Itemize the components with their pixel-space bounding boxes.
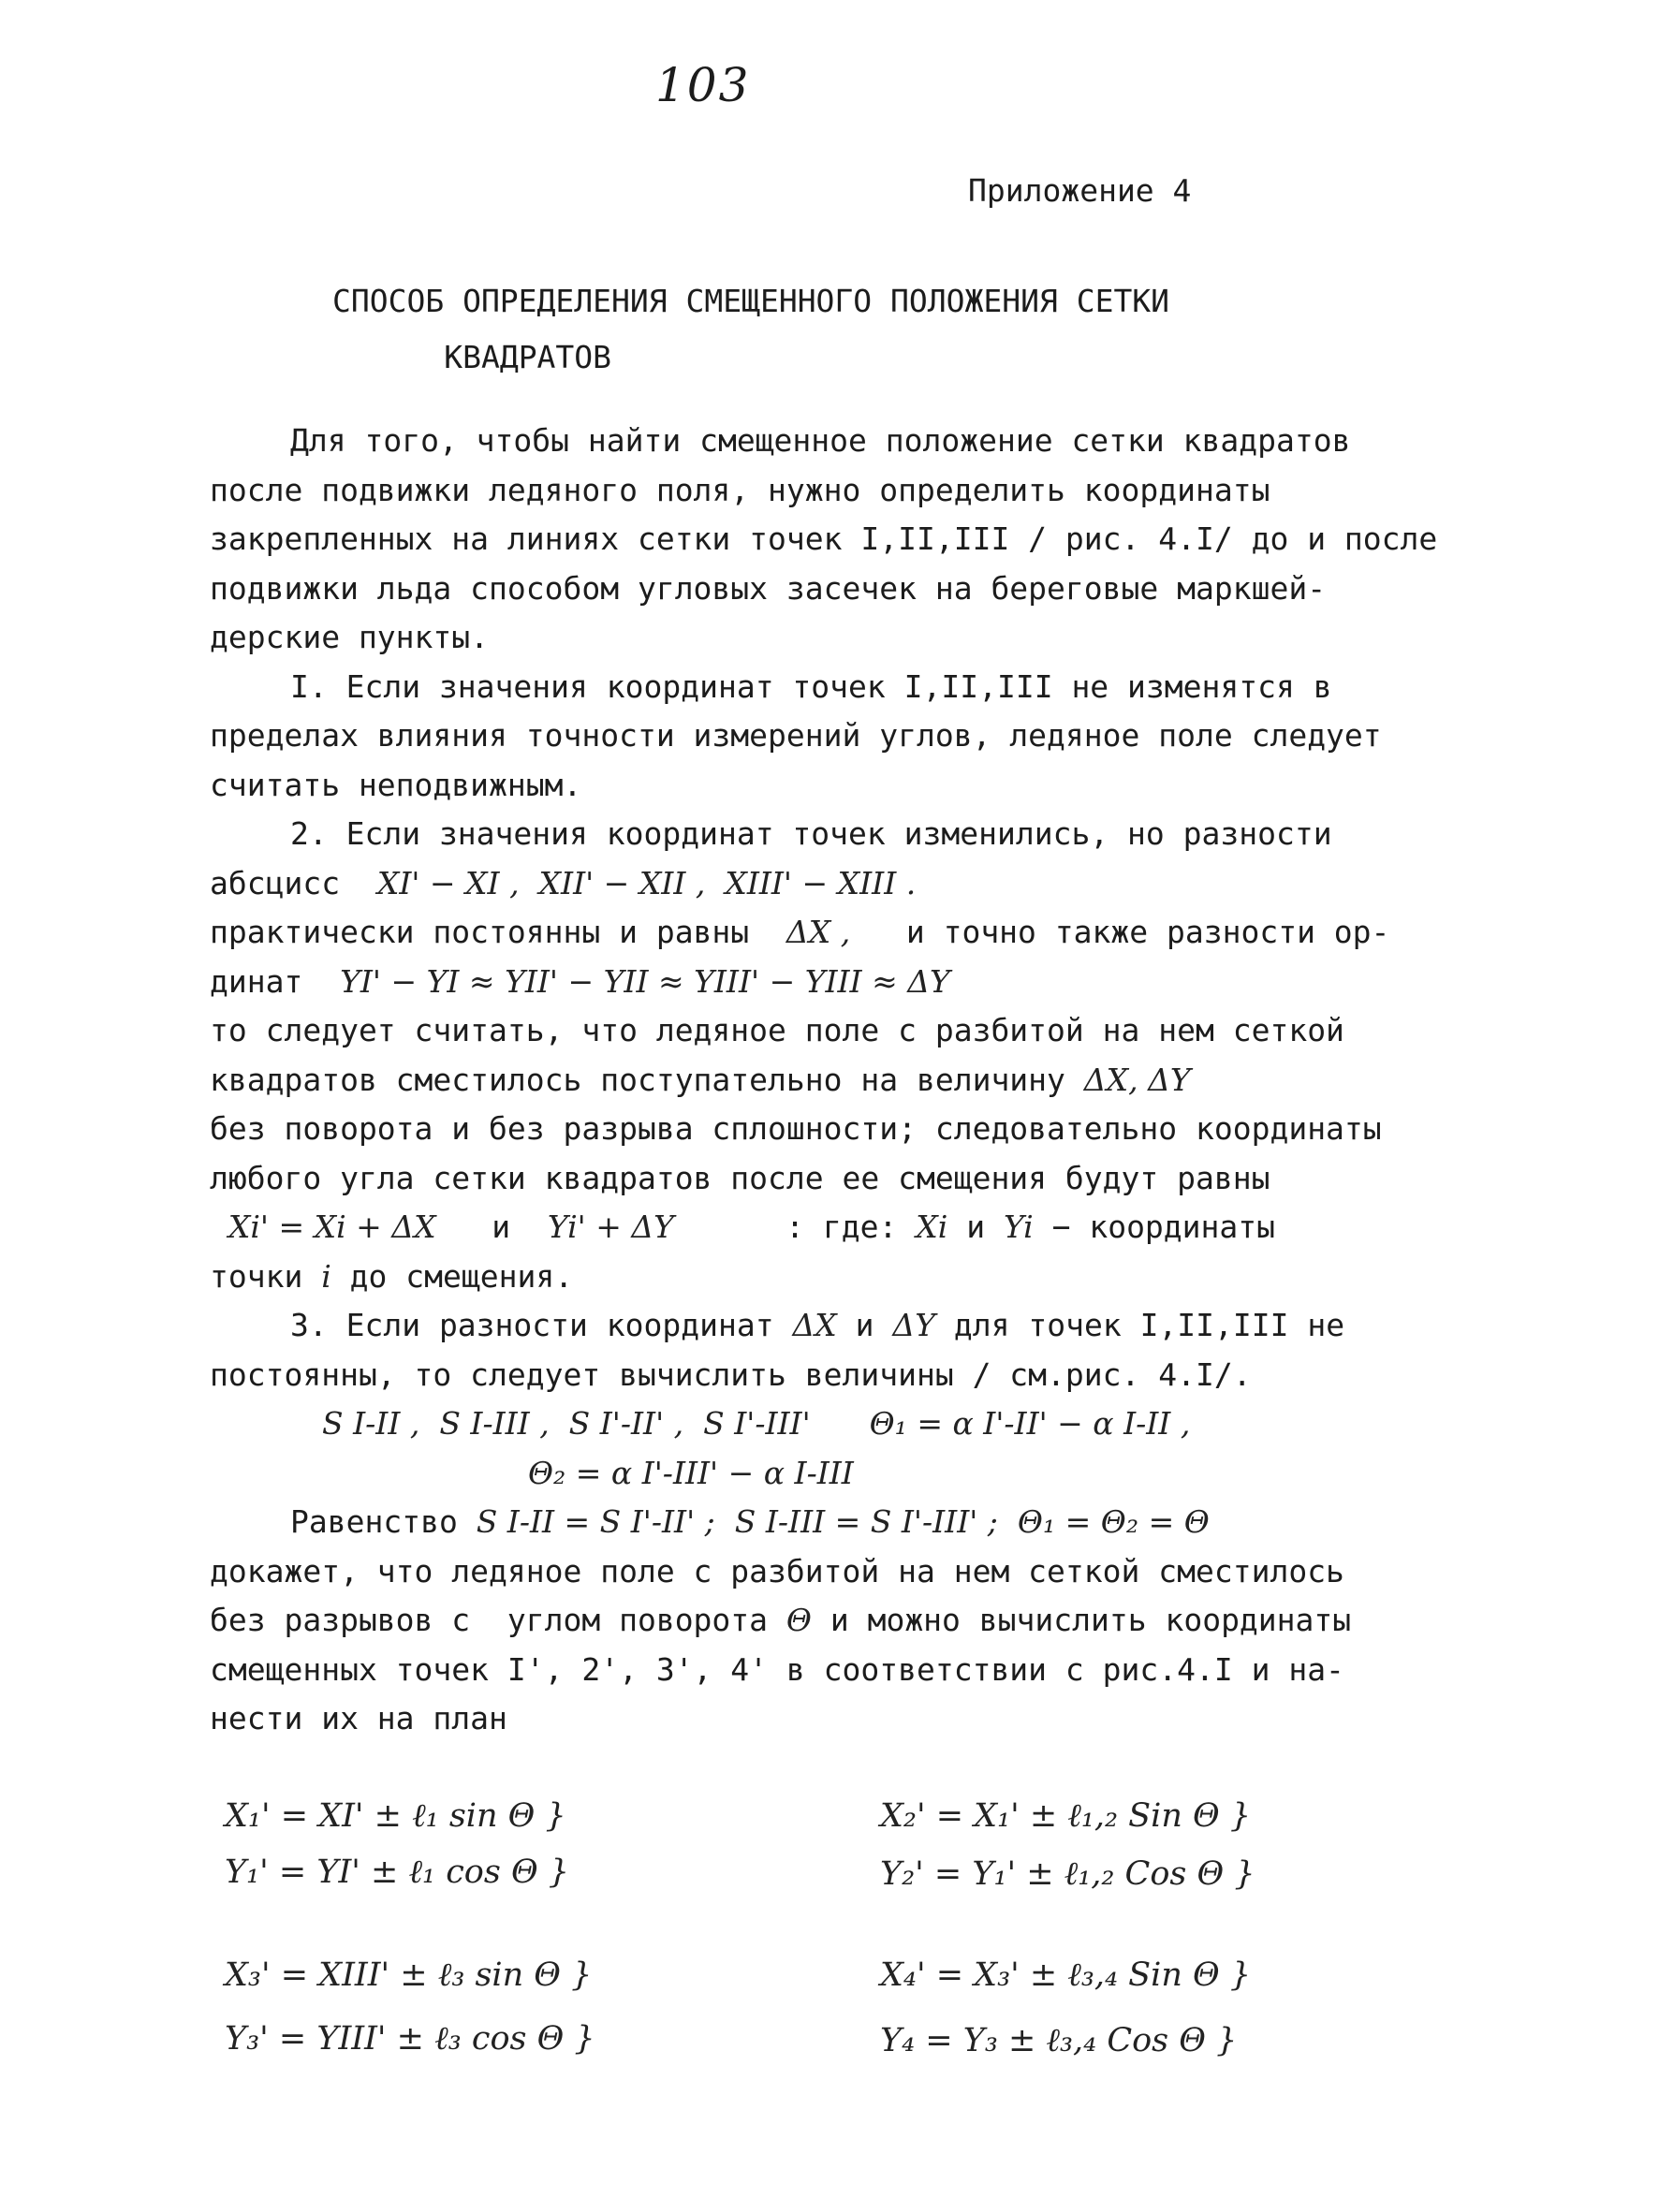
formula-y3: Y₃' = YIII' ± ℓ₃ cos Θ } [225,2020,595,2058]
p3-l10-text-a: точки [210,1257,303,1295]
p1-line-5: дерские пункты. [210,619,490,655]
p4-l1-text-b: для точек I,II,III не [953,1307,1345,1343]
p5-l1-text: Равенство [290,1503,458,1540]
p3-l9-and: и [492,1209,511,1245]
p5-l3-text-b: и можно вычислить координаты [830,1602,1352,1638]
formula-y1: Y₁' = YI' ± ℓ₁ cos Θ } [225,1853,570,1891]
delta-y-formula-2: ΔY [892,1307,936,1343]
formula-y4: Y₄ = Y₃ ± ℓ₃,₄ Cos Θ } [880,2022,1238,2059]
p5-line-3 [210,1596,1483,1646]
p1-line-2: после подвижки ледяного поля, нужно определить координаты [210,471,1270,508]
p3-line-1: 2. Если значения координат точек изменились, но разности [290,815,1332,852]
p4-formula-line-2 [210,1449,1483,1499]
p3-line-10 [210,1252,1483,1302]
p1-line-3: закрепленных на линиях сетки точек I,II,III / рис. 4.I/ до и после [210,520,1438,557]
p1-line-1: Для того, чтобы найти смещенное положение сетки квадратов [290,422,1351,459]
theta2-formula: Θ₂ = α I'-III' − α I-III [528,1454,854,1491]
p3-l3-text-a: практически постоянны и равны [210,914,750,950]
title-line-2: КВАДРАТОВ [444,339,612,375]
p3-line-6 [210,1056,1483,1106]
p4-line-1 [210,1301,1483,1351]
p3-line-8: любого угла сетки квадратов после ее смещения будут равны [210,1159,1270,1196]
p3-l9-text-b: − координаты [1051,1209,1276,1245]
p1-line-4: подвижки льда способом угловых засечек на береговые маркшей- [210,569,1327,607]
p4-l1-text-a: 3. Если разности координат [290,1307,774,1343]
delta-xy-formula: ΔX, ΔY [1083,1061,1191,1098]
p3-l3-text-b: и точно также разности ор- [905,914,1390,950]
xi-shift-formula: Xi' = Xi + ΔX [228,1209,436,1245]
p4-line-2: постоянны, то следует вычислить величины / см.рис. 4.I/. [210,1355,1252,1393]
p3-l6-text: квадратов сместилось поступательно на величину [210,1061,1065,1098]
p5-line-4: смещенных точек I', 2', 3', 4' в соответствии с рис.4.I и на- [210,1650,1344,1688]
p3-line-3 [210,908,1483,958]
p2-line-3: считать неподвижным. [210,766,582,803]
p3-line-4 [210,958,1483,1007]
appendix-label: Приложение 4 [968,172,1192,209]
p2-line-1: I. Если значения координат точек I,II,III не изменятся в [290,667,1332,705]
formula-x1: X₁' = XI' ± ℓ₁ sin Θ } [225,1797,566,1835]
p4-l1-and: и [855,1307,874,1343]
yi-shift-formula: Yi' + ΔY [547,1209,674,1245]
equality-formula: S I-II = S I'-II' ; S I-III = S I'-III' ; Θ₁ = Θ₂ = Θ [476,1503,1210,1540]
p5-line-2: докажет, что ледяное поле с разбитой на нем сеткой сместилось [210,1552,1344,1589]
yi-formula: Yi [1003,1209,1034,1245]
delta-x-formula: ΔX , [785,914,851,950]
title-line-1: СПОСОБ ОПРЕДЕЛЕНИЯ СМЕЩЕННОГО ПОЛОЖЕНИЯ СЕТКИ [332,283,1170,319]
p3-l9-and2: и [966,1209,986,1245]
page-number: 103 [655,58,751,112]
index-i-formula: i [321,1257,331,1295]
delta-x-formula-2: ΔX [792,1307,837,1343]
xi-formula: Xi [916,1209,948,1245]
p3-line-9 [210,1203,1483,1252]
p3-l10-text-b: до смещения. [349,1257,574,1295]
distances-angle-formula: S I-II , S I-III , S I'-II' , S I'-III' Θ₁ = α I'-II' − α I-II , [322,1405,1191,1442]
abscissa-diff-formula: XI' − XI , XII' − XII , XIII' − XIII . [376,864,917,901]
formula-x2: X₂' = X₁' ± ℓ₁,₂ Sin Θ } [880,1797,1252,1835]
p5-line-1 [210,1498,1483,1547]
theta-formula: Θ [785,1602,812,1638]
p3-line-7: без поворота и без разрыва сплошности; следовательно координаты [210,1110,1382,1147]
ordinate-diff-formula: YI' − YI ≈ YII' − YII ≈ YIII' − YIII ≈ ΔY [340,962,950,1000]
p3-l9-text-a: : где: [785,1209,898,1245]
formula-x4: X₄' = X₃' ± ℓ₃,₄ Sin Θ } [880,1956,1252,1994]
p5-line-5: нести их на план [210,1700,507,1736]
p3-l2-text: абсцисс [210,864,341,901]
body-text [210,417,1483,1744]
p3-line-2 [210,859,1483,909]
formula-x3: X₃' = XIII' ± ℓ₃ sin Θ } [225,1956,593,1994]
p3-l4-text: динат [210,962,303,1000]
p2-line-2: пределах влияния точности измерений углов, ледяное поле следует [210,717,1382,754]
p5-l3-text-a: без разрывов с углом поворота [210,1602,769,1638]
p3-line-5: то следует считать, что ледяное поле с разбитой на нем сеткой [210,1012,1344,1048]
formula-y2: Y₂' = Y₁' ± ℓ₁,₂ Cos Θ } [880,1855,1255,1893]
p4-formula-line-1 [210,1399,1483,1449]
document-title [332,273,1169,386]
